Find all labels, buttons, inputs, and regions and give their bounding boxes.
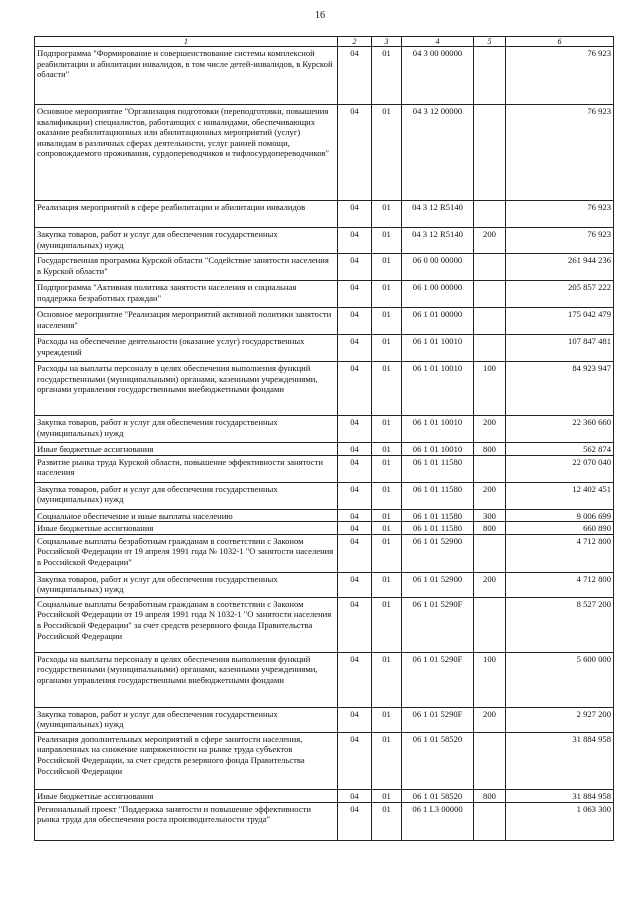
column-header-name: 1: [35, 37, 338, 47]
cell-name: Социальные выплаты безработным гражданам в соответствии с Законом Российской Федерации от 19 апреля 1991 года N 1032-1 "О занятости населения в Российской Федерации" за счет средств резервного фонда Правительства Российской Федерации: [35, 597, 338, 652]
cell-name: Закупка товаров, работ и услуг для обеспечения государственных (муниципальных) нужд: [35, 228, 338, 254]
table-row: [35, 572, 614, 597]
cell-expense-type: 200: [474, 416, 506, 443]
cell-name: Закупка товаров, работ и услуг для обеспечения государственных (муниципальных) нужд: [35, 572, 338, 597]
cell-name: Закупка товаров, работ и услуг для обеспечения государственных (муниципальных) нужд: [35, 707, 338, 732]
table-row: [35, 443, 614, 456]
table-row: [35, 201, 614, 228]
column-header-subsection: 3: [372, 37, 402, 47]
cell-subsection: 01: [372, 47, 402, 105]
cell-target-code: 04 3 12 R5140: [402, 201, 474, 228]
cell-expense-type: [474, 308, 506, 335]
table-row: [35, 308, 614, 335]
table-row: [35, 732, 614, 789]
cell-target-code: 04 3 12 R5140: [402, 228, 474, 254]
cell-expense-type: [474, 335, 506, 362]
table-row: [35, 455, 614, 482]
cell-amount: 2 927 200: [506, 707, 614, 732]
cell-name: Развитие рынка труда Курской области, повышение эффективности занятости населения: [35, 455, 338, 482]
cell-target-code: 04 3 12 00000: [402, 105, 474, 201]
cell-name: Подпрограмма "Активная политика занятости населения и социальная поддержка безработных граждан": [35, 281, 338, 308]
cell-amount: 31 884 958: [506, 732, 614, 789]
cell-target-code: 06 1 01 11580: [402, 455, 474, 482]
cell-subsection: 01: [372, 534, 402, 572]
table-row: [35, 105, 614, 201]
cell-expense-type: [474, 732, 506, 789]
cell-target-code: 06 1 01 10010: [402, 416, 474, 443]
cell-expense-type: [474, 597, 506, 652]
column-header-target-code: 4: [402, 37, 474, 47]
cell-amount: 107 847 481: [506, 335, 614, 362]
cell-expense-type: 200: [474, 572, 506, 597]
cell-amount: 1 063 300: [506, 802, 614, 840]
cell-expense-type: 200: [474, 707, 506, 732]
cell-subsection: 01: [372, 228, 402, 254]
cell-name: Социальные выплаты безработным гражданам в соответствии с Законом Российской Федерации от 19 апреля 1991 года № 1032-1 "О занятости населения в Российской Федерации": [35, 534, 338, 572]
cell-section: 04: [338, 254, 372, 281]
cell-section: 04: [338, 707, 372, 732]
cell-name: Расходы на обеспечение деятельности (оказание услуг) государственных учреждений: [35, 335, 338, 362]
cell-name: Социальное обеспечение и иные выплаты населению: [35, 509, 338, 522]
cell-expense-type: [474, 47, 506, 105]
cell-name: Региональный проект "Поддержка занятости и повышение эффективности рынка труда для обеспечения роста производительности труда": [35, 802, 338, 840]
cell-expense-type: 800: [474, 522, 506, 535]
cell-name: Основное мероприятие "Реализация мероприятий активной политики занятости населения": [35, 308, 338, 335]
column-header-section: 2: [338, 37, 372, 47]
cell-expense-type: 200: [474, 228, 506, 254]
table-row: [35, 534, 614, 572]
cell-amount: 4 712 800: [506, 572, 614, 597]
cell-target-code: 06 1 01 11580: [402, 509, 474, 522]
cell-section: 04: [338, 522, 372, 535]
cell-amount: 76 923: [506, 201, 614, 228]
cell-amount: 76 923: [506, 47, 614, 105]
cell-section: 04: [338, 482, 372, 509]
cell-subsection: 01: [372, 802, 402, 840]
cell-subsection: 01: [372, 482, 402, 509]
budget-table: [34, 36, 614, 841]
cell-target-code: 06 0 00 00000: [402, 254, 474, 281]
cell-section: 04: [338, 228, 372, 254]
cell-expense-type: 100: [474, 362, 506, 416]
cell-subsection: 01: [372, 254, 402, 281]
cell-target-code: 06 1 01 10010: [402, 362, 474, 416]
cell-name: Расходы на выплаты персоналу в целях обеспечения выполнения функций государственными (муниципальными) органами, казенными учреждениями, органами управления государственными внебюджетными фондами: [35, 652, 338, 707]
cell-section: 04: [338, 732, 372, 789]
cell-name: Расходы на выплаты персоналу в целях обеспечения выполнения функций государственными (муниципальными) органами, казенными учреждениями, органами управления государственными внебюджетными фондами: [35, 362, 338, 416]
cell-section: 04: [338, 362, 372, 416]
cell-amount: 9 006 699: [506, 509, 614, 522]
cell-amount: 4 712 800: [506, 534, 614, 572]
cell-amount: 76 923: [506, 228, 614, 254]
cell-subsection: 01: [372, 443, 402, 456]
cell-section: 04: [338, 105, 372, 201]
cell-subsection: 01: [372, 201, 402, 228]
cell-amount: 660 890: [506, 522, 614, 535]
cell-amount: 31 884 958: [506, 789, 614, 802]
cell-expense-type: 200: [474, 482, 506, 509]
cell-amount: 175 042 479: [506, 308, 614, 335]
cell-section: 04: [338, 652, 372, 707]
table-row: [35, 416, 614, 443]
cell-name: Закупка товаров, работ и услуг для обеспечения государственных (муниципальных) нужд: [35, 416, 338, 443]
cell-subsection: 01: [372, 455, 402, 482]
table-row: [35, 362, 614, 416]
cell-name: Иные бюджетные ассигнования: [35, 522, 338, 535]
cell-target-code: 06 1 01 52900: [402, 534, 474, 572]
cell-section: 04: [338, 416, 372, 443]
cell-target-code: 06 1 00 00000: [402, 281, 474, 308]
cell-subsection: 01: [372, 572, 402, 597]
cell-amount: 22 070 040: [506, 455, 614, 482]
cell-name: Закупка товаров, работ и услуг для обеспечения государственных (муниципальных) нужд: [35, 482, 338, 509]
cell-section: 04: [338, 802, 372, 840]
cell-section: 04: [338, 572, 372, 597]
cell-target-code: 06 1 01 11580: [402, 482, 474, 509]
cell-name: Государственная программа Курской области "Содействие занятости населения в Курской области": [35, 254, 338, 281]
table-row: [35, 228, 614, 254]
cell-target-code: 06 1 01 5290F: [402, 597, 474, 652]
cell-amount: 205 857 222: [506, 281, 614, 308]
cell-section: 04: [338, 455, 372, 482]
cell-expense-type: 100: [474, 652, 506, 707]
cell-amount: 562 874: [506, 443, 614, 456]
cell-expense-type: 800: [474, 443, 506, 456]
cell-expense-type: 800: [474, 789, 506, 802]
cell-expense-type: 300: [474, 509, 506, 522]
cell-section: 04: [338, 789, 372, 802]
cell-subsection: 01: [372, 509, 402, 522]
cell-expense-type: [474, 201, 506, 228]
table-row: [35, 597, 614, 652]
cell-subsection: 01: [372, 362, 402, 416]
cell-subsection: 01: [372, 732, 402, 789]
cell-section: 04: [338, 308, 372, 335]
cell-section: 04: [338, 47, 372, 105]
cell-subsection: 01: [372, 105, 402, 201]
cell-subsection: 01: [372, 416, 402, 443]
cell-expense-type: [474, 802, 506, 840]
cell-target-code: 06 1 01 11580: [402, 522, 474, 535]
cell-section: 04: [338, 443, 372, 456]
cell-amount: 22 360 660: [506, 416, 614, 443]
cell-name: Основное мероприятие "Организация подготовки (переподготовки, повышения квалификации) специалистов, работающих с инвалидами, обеспечивающих оказание реабилитационных или абилитационных мероприятий (услуг) инвалидам в различных сферах деятельности, услуг ранней помощи, сопровождаемого проживания, сурдопереводчиков и тифлосурдопереводчиков": [35, 105, 338, 201]
cell-expense-type: [474, 281, 506, 308]
cell-name: Подпрограмма "Формирование и совершенствование системы комплексной реабилитации и абилитации инвалидов, в том числе детей-инвалидов, в Курской области": [35, 47, 338, 105]
cell-name: Иные бюджетные ассигнования: [35, 789, 338, 802]
cell-target-code: 06 1 01 00000: [402, 308, 474, 335]
table-row: [35, 652, 614, 707]
cell-subsection: 01: [372, 789, 402, 802]
cell-amount: 12 402 451: [506, 482, 614, 509]
cell-subsection: 01: [372, 281, 402, 308]
table-row: [35, 509, 614, 522]
cell-target-code: 06 1 L3 00000: [402, 802, 474, 840]
cell-name: Реализация дополнительных мероприятий в сфере занятости населения, направленных на снижение напряженности на рынке труда субъектов Российской Федерации, за счет средств резервного фонда Правительства Российской Федерации: [35, 732, 338, 789]
table-row: [35, 482, 614, 509]
cell-expense-type: [474, 455, 506, 482]
cell-subsection: 01: [372, 707, 402, 732]
cell-section: 04: [338, 335, 372, 362]
table-row: [35, 47, 614, 105]
cell-name: Иные бюджетные ассигнования: [35, 443, 338, 456]
table-row: [35, 802, 614, 840]
column-header-expense-type: 5: [474, 37, 506, 47]
cell-target-code: 06 1 01 5290F: [402, 652, 474, 707]
cell-target-code: 06 1 01 52900: [402, 572, 474, 597]
cell-section: 04: [338, 509, 372, 522]
table-row: [35, 335, 614, 362]
cell-target-code: 06 1 01 10010: [402, 443, 474, 456]
cell-name: Реализация мероприятий в сфере реабилитации и абилитации инвалидов: [35, 201, 338, 228]
cell-subsection: 01: [372, 652, 402, 707]
cell-subsection: 01: [372, 522, 402, 535]
cell-section: 04: [338, 201, 372, 228]
cell-section: 04: [338, 597, 372, 652]
cell-target-code: 06 1 01 58520: [402, 732, 474, 789]
cell-subsection: 01: [372, 308, 402, 335]
cell-amount: 84 923 947: [506, 362, 614, 416]
cell-section: 04: [338, 534, 372, 572]
cell-subsection: 01: [372, 597, 402, 652]
table-row: [35, 522, 614, 535]
cell-amount: 76 923: [506, 105, 614, 201]
table-row: [35, 254, 614, 281]
cell-target-code: 06 1 01 58520: [402, 789, 474, 802]
cell-amount: 8 527 200: [506, 597, 614, 652]
cell-amount: 261 944 236: [506, 254, 614, 281]
cell-target-code: 06 1 01 10010: [402, 335, 474, 362]
table-row: [35, 707, 614, 732]
cell-subsection: 01: [372, 335, 402, 362]
column-header-amount: 6: [506, 37, 614, 47]
table-row: [35, 281, 614, 308]
table-header-row: [35, 37, 614, 47]
cell-target-code: 06 1 01 5290F: [402, 707, 474, 732]
table-row: [35, 789, 614, 802]
cell-amount: 5 600 000: [506, 652, 614, 707]
cell-expense-type: [474, 254, 506, 281]
cell-expense-type: [474, 105, 506, 201]
cell-target-code: 04 3 00 00000: [402, 47, 474, 105]
cell-section: 04: [338, 281, 372, 308]
cell-expense-type: [474, 534, 506, 572]
page-number: 16: [315, 10, 325, 21]
